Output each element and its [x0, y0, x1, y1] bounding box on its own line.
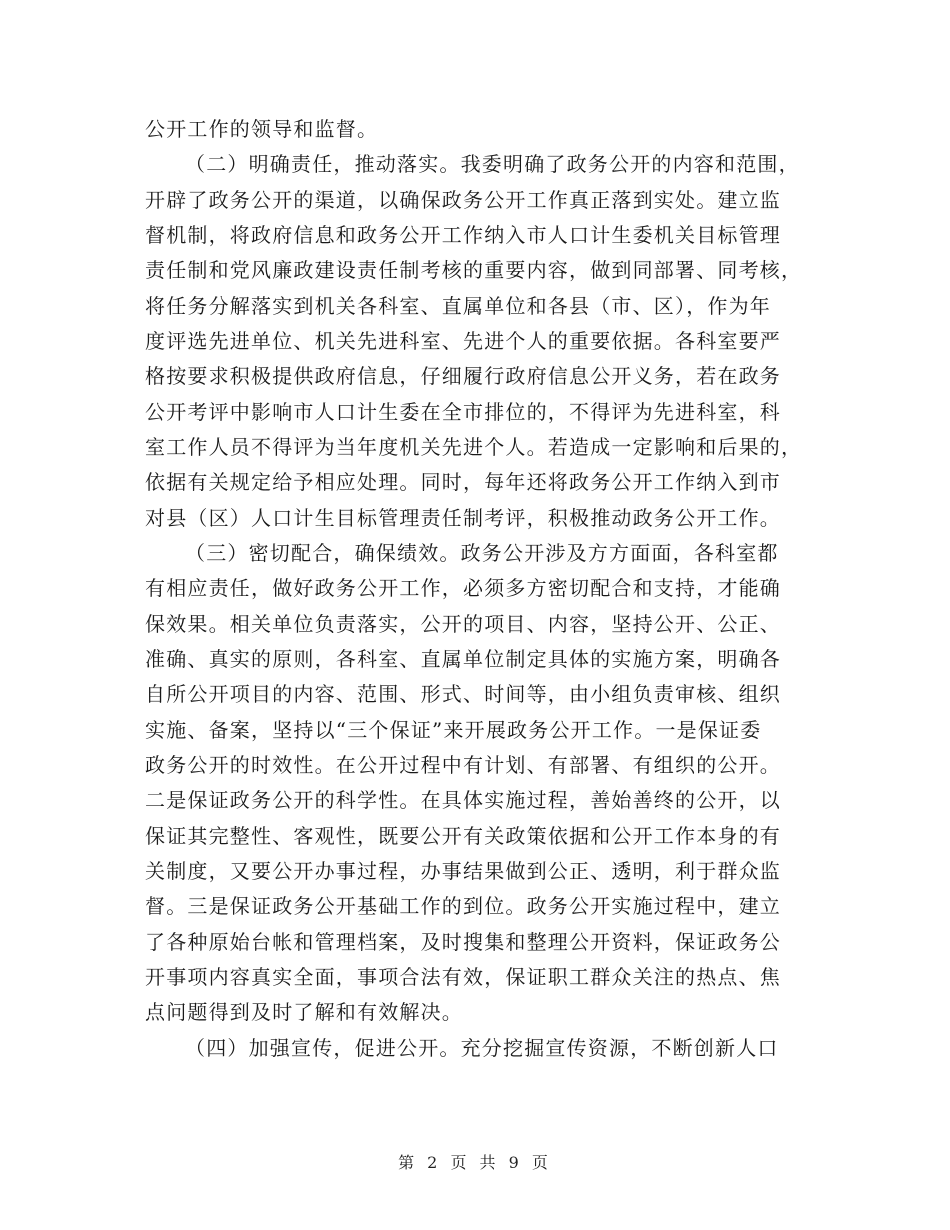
text-line: 点问题得到及时了解和有效解决。 [145, 1000, 463, 1024]
text-line: 保效果。相关单位负责落实，公开的项目、内容，坚持公开、公正、 [145, 612, 781, 636]
text-line: 关制度，又要公开办事过程，办事结果做到公正、透明，利于群众监 [145, 859, 781, 883]
text-line: 度评选先进单位、机关先进科室、先进个人的重要依据。各科室要严 [145, 329, 781, 353]
text-line: 依据有关规定给予相应处理。同时，每年还将政务公开工作纳入到市 [145, 470, 781, 494]
text-line: 政务公开的时效性。在公开过程中有计划、有部署、有组织的公开。 [145, 753, 781, 777]
text-line: 格按要求积极提供政府信息，仔细履行政府信息公开义务，若在政务 [145, 364, 781, 388]
text-line: 公开考评中影响市人口计生委在全市排位的，不得评为先进科室，科 [145, 400, 781, 424]
text-line: 二是保证政务公开的科学性。在具体实施过程，善始善终的公开，以 [145, 788, 781, 812]
paragraph-start-line: （四）加强宣传，促进公开。充分挖掘宣传资源，不断创新人口 [185, 1036, 779, 1060]
text-line: 将任务分解落实到机关各科室、直属单位和各县（市、区），作为年 [145, 294, 771, 318]
text-line: 公开工作的领导和监督。 [145, 117, 379, 141]
text-line: 对县（区）人口计生目标管理责任制考评，积极推动政务公开工作。 [145, 506, 781, 530]
text-line: 准确、真实的原则，各科室、直属单位制定具体的实施方案，明确各 [145, 647, 781, 671]
text-line: 室工作人员不得评为当年度机关先进个人。若造成一定影响和后果的， [145, 435, 803, 459]
page-number-footer: 第 2 页 共 9 页 [398, 1153, 552, 1172]
paragraph-start-line: （三）密切配合，确保绩效。政务公开涉及方方面面，各科室都 [185, 541, 779, 565]
text-line: 督机制，将政府信息和政务公开工作纳入市人口计生委机关目标管理 [145, 223, 781, 247]
text-line: 责任制和党风廉政建设责任制考核的重要内容，做到同部署、同考核， [145, 258, 803, 282]
paragraph-start-line: （二）明确责任，推动落实。我委明确了政务公开的内容和范围， [185, 152, 800, 176]
text-line: 了各种原始台帐和管理档案，及时搜集和整理公开资料，保证政务公 [145, 930, 781, 954]
text-line: 有相应责任，做好政务公开工作，必须多方密切配合和支持，才能确 [145, 576, 781, 600]
text-line: 保证其完整性、客观性，既要公开有关政策依据和公开工作本身的有 [145, 824, 781, 848]
text-line: 开辟了政务公开的渠道，以确保政务公开工作真正落到实处。建立监 [145, 188, 781, 212]
text-line: 自所公开项目的内容、范围、形式、时间等，由小组负责审核、组织 [145, 682, 781, 706]
text-line: 督。三是保证政务公开基础工作的到位。政务公开实施过程中，建立 [145, 894, 781, 918]
text-line: 开事项内容真实全面，事项合法有效，保证职工群众关注的热点、焦 [145, 965, 781, 989]
text-line: 实施、备案，坚持以“三个保证”来开展政务公开工作。一是保证委 [145, 718, 762, 742]
